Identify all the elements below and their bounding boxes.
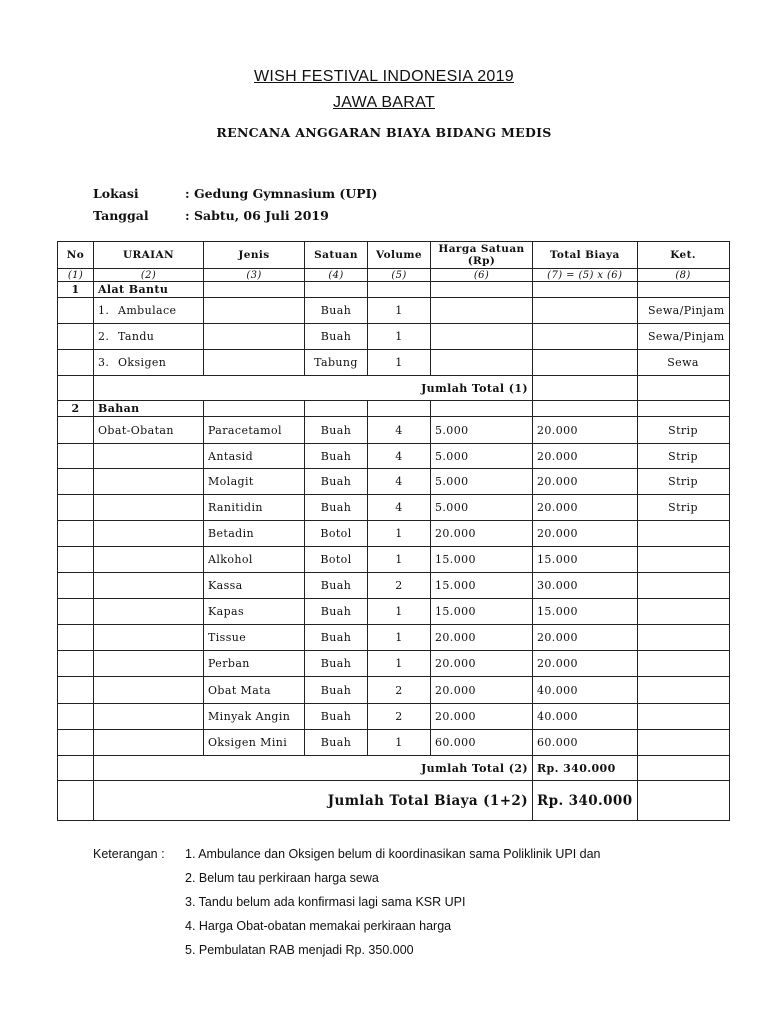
table-row <box>58 704 730 730</box>
item-name: 2. Tandu <box>94 324 204 350</box>
item-group <box>94 547 204 573</box>
item-volume: 1 <box>368 651 431 677</box>
no-cell <box>58 417 94 444</box>
item-harga: 15.000 <box>431 547 533 573</box>
document-subtitle: RENCANA ANGGARAN BIAYA BIDANG MEDIS <box>216 125 552 140</box>
item-name: 3. Oksigen <box>94 350 204 376</box>
header-volume: Volume <box>368 242 431 269</box>
item-harga: 20.000 <box>431 651 533 677</box>
subtotal-label: Jumlah Total (2) <box>94 756 533 781</box>
item-total: 40.000 <box>533 677 638 704</box>
header-satuan: Satuan <box>305 242 368 269</box>
item-harga: 5.000 <box>431 469 533 495</box>
item-jenis: Paracetamol <box>204 417 305 444</box>
item-volume: 2 <box>368 677 431 704</box>
item-satuan: Buah <box>305 495 368 521</box>
item-satuan: Buah <box>305 599 368 625</box>
no-cell <box>58 495 94 521</box>
grand-total-label: Jumlah Total Biaya (1+2) <box>94 781 533 821</box>
grand-total-value: Rp. 340.000 <box>533 781 638 821</box>
table-row <box>58 350 730 376</box>
item-volume: 1 <box>368 730 431 756</box>
note-item: 5. Pembulatan RAB menjadi Rp. 350.000 <box>185 943 414 957</box>
item-harga: 5.000 <box>431 444 533 469</box>
item-group <box>94 469 204 495</box>
subtotal-row-1 <box>58 376 730 401</box>
item-total: 15.000 <box>533 599 638 625</box>
item-group <box>94 730 204 756</box>
item-ket: Strip <box>637 417 729 444</box>
item-harga: 20.000 <box>431 704 533 730</box>
item-volume: 4 <box>368 417 431 444</box>
item-satuan: Buah <box>305 625 368 651</box>
no-cell <box>58 547 94 573</box>
item-group: Obat-Obatan <box>94 417 204 444</box>
section-name: Alat Bantu <box>94 282 204 298</box>
table-row <box>58 625 730 651</box>
no-cell <box>58 651 94 677</box>
note-item: 4. Harga Obat-obatan memakai perkiraan harga <box>185 919 452 933</box>
item-group <box>94 704 204 730</box>
index-cell: (6) <box>431 269 533 282</box>
item-jenis: Tissue <box>204 625 305 651</box>
index-cell: (5) <box>368 269 431 282</box>
item-jenis: Antasid <box>204 444 305 469</box>
index-cell: (1) <box>58 269 94 282</box>
item-group <box>94 625 204 651</box>
item-jenis: Molagit <box>204 469 305 495</box>
no-cell <box>58 599 94 625</box>
item-jenis: Perban <box>204 651 305 677</box>
subtotal-label: Jumlah Total (1) <box>94 376 533 401</box>
item-volume: 2 <box>368 704 431 730</box>
table-row <box>58 573 730 599</box>
tanggal-label: Tanggal <box>93 208 149 223</box>
item-volume: 4 <box>368 444 431 469</box>
item-group <box>94 495 204 521</box>
notes-section <box>93 845 601 965</box>
item-total: 20.000 <box>533 444 638 469</box>
item-total: 20.000 <box>533 521 638 547</box>
no-cell <box>58 677 94 704</box>
item-jenis: Obat Mata <box>204 677 305 704</box>
item-satuan: Buah <box>305 417 368 444</box>
notes-label: Keterangan : <box>93 847 165 861</box>
item-ket <box>637 730 729 756</box>
note-item: 3. Tandu belum ada konfirmasi lagi sama KSR UPI <box>185 895 466 909</box>
index-cell: (3) <box>204 269 305 282</box>
item-harga: 5.000 <box>431 417 533 444</box>
item-volume: 1 <box>368 298 431 324</box>
no-cell <box>58 469 94 495</box>
no-cell <box>58 573 94 599</box>
item-total: 20.000 <box>533 625 638 651</box>
index-cell: (7) = (5) x (6) <box>533 269 638 282</box>
section-name: Bahan <box>94 401 204 417</box>
note-item: 2. Belum tau perkiraan harga sewa <box>185 871 379 885</box>
item-ket: Strip <box>637 495 729 521</box>
item-ket <box>637 625 729 651</box>
item-ket <box>637 599 729 625</box>
item-jenis: Ranitidin <box>204 495 305 521</box>
item-jenis: Alkohol <box>204 547 305 573</box>
table-row <box>58 298 730 324</box>
item-satuan: Tabung <box>305 350 368 376</box>
item-jenis: Minyak Angin <box>204 704 305 730</box>
item-satuan: Botol <box>305 521 368 547</box>
item-satuan: Buah <box>305 651 368 677</box>
item-group <box>94 677 204 704</box>
section-number: 2 <box>58 401 94 417</box>
header-total-biaya: Total Biaya <box>533 242 638 269</box>
item-total: 40.000 <box>533 704 638 730</box>
table-row <box>58 495 730 521</box>
no-cell <box>58 730 94 756</box>
table-row <box>58 677 730 704</box>
item-ket <box>637 521 729 547</box>
table-row <box>58 651 730 677</box>
item-volume: 1 <box>368 625 431 651</box>
item-harga: 20.000 <box>431 625 533 651</box>
item-harga: 20.000 <box>431 521 533 547</box>
table-row <box>58 547 730 573</box>
table-row <box>58 599 730 625</box>
subtotal-value: Rp. 340.000 <box>533 756 638 781</box>
item-harga: 5.000 <box>431 495 533 521</box>
section-row-bahan <box>58 401 730 417</box>
meta-tanggal <box>93 208 329 223</box>
header-jenis: Jenis <box>204 242 305 269</box>
item-satuan: Buah <box>305 298 368 324</box>
item-ket <box>637 704 729 730</box>
header-ket: Ket. <box>637 242 729 269</box>
index-cell: (2) <box>94 269 204 282</box>
item-volume: 2 <box>368 573 431 599</box>
no-cell <box>58 444 94 469</box>
budget-table <box>57 241 730 821</box>
item-ket: Strip <box>637 469 729 495</box>
item-group <box>94 651 204 677</box>
table-row <box>58 730 730 756</box>
item-volume: 1 <box>368 547 431 573</box>
item-harga: 20.000 <box>431 677 533 704</box>
table-row <box>58 469 730 495</box>
item-volume: 1 <box>368 324 431 350</box>
grand-total-row <box>58 781 730 821</box>
index-cell: (4) <box>305 269 368 282</box>
item-total: 20.000 <box>533 417 638 444</box>
item-ket <box>637 677 729 704</box>
table-row <box>58 521 730 547</box>
item-satuan: Buah <box>305 730 368 756</box>
item-ket: Strip <box>637 444 729 469</box>
item-ket <box>637 651 729 677</box>
item-total: 15.000 <box>533 547 638 573</box>
item-volume: 4 <box>368 469 431 495</box>
column-index-row <box>58 269 730 282</box>
item-jenis: Kapas <box>204 599 305 625</box>
item-satuan: Botol <box>305 547 368 573</box>
no-cell <box>58 704 94 730</box>
no-cell <box>58 521 94 547</box>
item-total: 20.000 <box>533 495 638 521</box>
item-ket <box>637 547 729 573</box>
item-volume: 1 <box>368 350 431 376</box>
item-total: 60.000 <box>533 730 638 756</box>
item-ket <box>637 573 729 599</box>
no-cell <box>58 625 94 651</box>
item-total: 30.000 <box>533 573 638 599</box>
item-volume: 4 <box>368 495 431 521</box>
section-number: 1 <box>58 282 94 298</box>
header-no: No <box>58 242 94 269</box>
item-group <box>94 521 204 547</box>
item-satuan: Buah <box>305 324 368 350</box>
header-uraian: URAIAN <box>94 242 204 269</box>
item-volume: 1 <box>368 521 431 547</box>
item-total: 20.000 <box>533 651 638 677</box>
item-ket: Sewa/Pinjam <box>637 324 729 350</box>
index-cell: (8) <box>637 269 729 282</box>
table-row <box>58 417 730 444</box>
item-group <box>94 444 204 469</box>
item-volume: 1 <box>368 599 431 625</box>
tanggal-value: : Sabtu, 06 Juli 2019 <box>185 208 329 223</box>
item-ket: Sewa <box>637 350 729 376</box>
meta-lokasi <box>93 186 377 201</box>
item-jenis: Oksigen Mini <box>204 730 305 756</box>
lokasi-value: : Gedung Gymnasium (UPI) <box>185 186 378 201</box>
item-group <box>94 573 204 599</box>
item-satuan: Buah <box>305 469 368 495</box>
item-group <box>94 599 204 625</box>
table-row <box>58 324 730 350</box>
table-row <box>58 444 730 469</box>
item-harga: 60.000 <box>431 730 533 756</box>
item-satuan: Buah <box>305 677 368 704</box>
item-ket: Sewa/Pinjam <box>637 298 729 324</box>
table-header-row <box>58 242 730 269</box>
document-title: WISH FESTIVAL INDONESIA 2019 <box>253 68 515 85</box>
item-satuan: Buah <box>305 704 368 730</box>
document-region: JAWA BARAT <box>333 94 435 111</box>
item-satuan: Buah <box>305 444 368 469</box>
item-total: 20.000 <box>533 469 638 495</box>
subtotal-row-2 <box>58 756 730 781</box>
section-row-alat-bantu <box>58 282 730 298</box>
item-jenis: Kassa <box>204 573 305 599</box>
note-item: 1. Ambulance dan Oksigen belum di koordinasikan sama Poliklinik UPI dan <box>185 847 601 861</box>
item-jenis: Betadin <box>204 521 305 547</box>
item-name: 1. Ambulace <box>94 298 204 324</box>
header-harga-satuan: Harga Satuan (Rp) <box>431 242 533 269</box>
item-harga: 15.000 <box>431 573 533 599</box>
item-satuan: Buah <box>305 573 368 599</box>
lokasi-label: Lokasi <box>93 186 139 201</box>
item-harga: 15.000 <box>431 599 533 625</box>
